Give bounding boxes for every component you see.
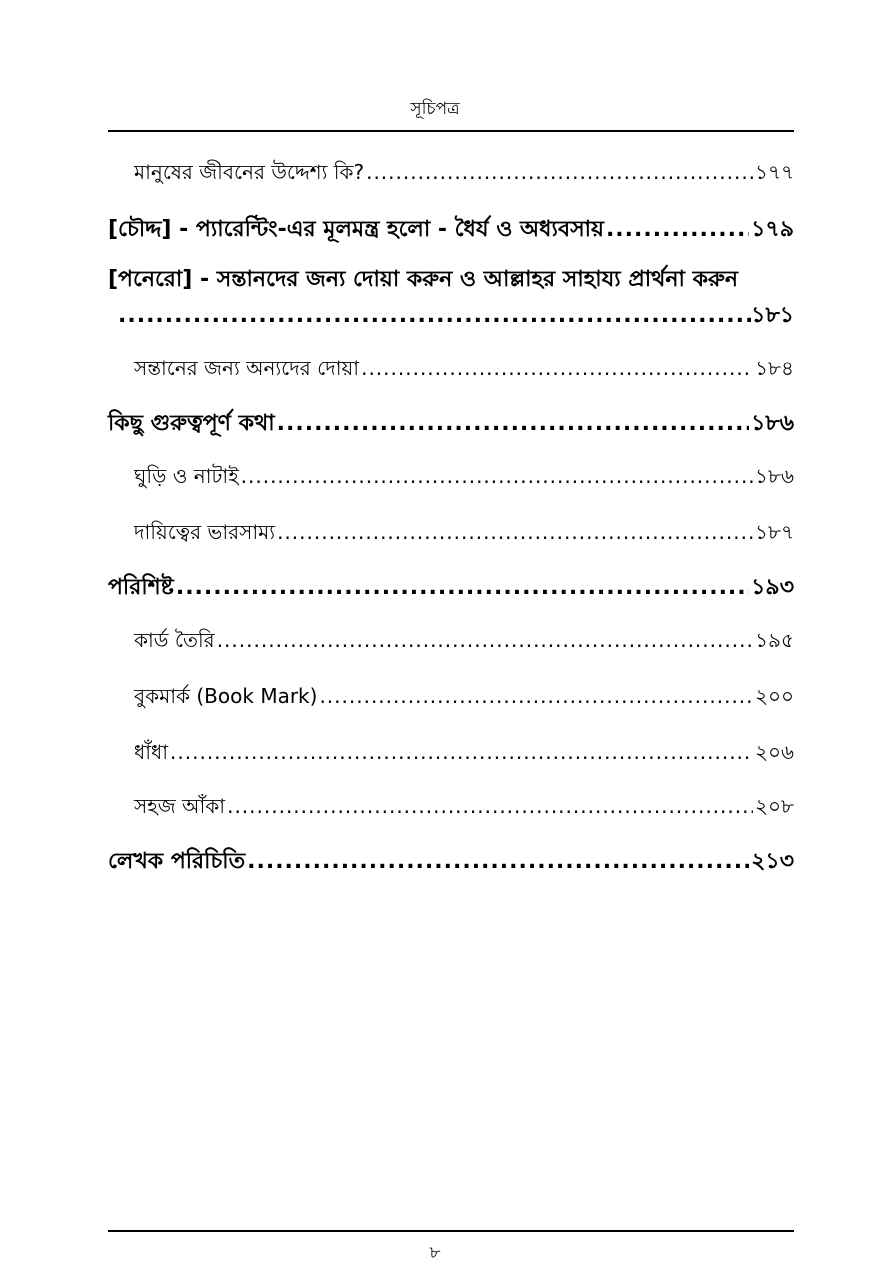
toc-entry-page: ১৯৫ bbox=[755, 628, 794, 652]
toc-entry[interactable] bbox=[134, 626, 794, 659]
toc-leader-dots bbox=[361, 356, 753, 380]
toc-entry[interactable] bbox=[108, 570, 794, 607]
page-number: ৮ bbox=[429, 1243, 441, 1263]
toc-entry[interactable] bbox=[108, 406, 794, 443]
toc-entry-page: ২০০ bbox=[754, 684, 794, 708]
toc-entry-page: ১৯৩ bbox=[751, 575, 794, 600]
toc-entry-page: ২১৩ bbox=[751, 849, 794, 874]
toc-leader-dots bbox=[170, 740, 753, 764]
toc-leader-dots bbox=[319, 684, 753, 708]
toc-entry-page: ১৮৬ bbox=[755, 464, 794, 488]
toc-entry[interactable] bbox=[134, 158, 794, 191]
toc-entry-title: কার্ড তৈরি bbox=[134, 628, 215, 652]
toc-entry-page: ১৮৭ bbox=[755, 520, 794, 544]
toc-entry[interactable] bbox=[134, 738, 794, 771]
toc-entry-page: ১৮১ bbox=[751, 303, 794, 328]
toc-entry-title: সন্তানের জন্য অন্যদের দোয়া bbox=[134, 356, 360, 380]
toc-entry[interactable] bbox=[134, 792, 794, 825]
toc-entry-title: সহজ আঁকা bbox=[134, 794, 226, 818]
toc-leader-dots bbox=[241, 464, 753, 488]
toc-leader-dots bbox=[217, 628, 753, 652]
toc-entry-title: বুকমার্ক (Book Mark) bbox=[134, 684, 318, 708]
toc-entry-page: ১৮৬ bbox=[751, 411, 794, 436]
toc-entry-title: কিছু গুরুত্বপূর্ণ কথা bbox=[108, 411, 275, 436]
toc-entry-title: পরিশিষ্ট bbox=[108, 575, 174, 600]
toc-leader-dots bbox=[176, 575, 749, 600]
page-title: সূচিপত্র bbox=[410, 99, 460, 119]
toc-leader-dots bbox=[277, 520, 753, 544]
toc-entry[interactable] bbox=[134, 354, 794, 387]
toc-leader-dots bbox=[606, 217, 749, 242]
toc-entry[interactable] bbox=[134, 462, 794, 495]
toc-entry[interactable] bbox=[134, 518, 794, 551]
toc-entry-title: লেখক পরিচিতি bbox=[108, 849, 246, 874]
toc-leader-dots bbox=[227, 794, 753, 818]
toc-entry-title: ধাঁধা bbox=[134, 740, 169, 764]
toc-entry-page: ১৭৯ bbox=[751, 217, 794, 242]
toc-leader-dots bbox=[118, 303, 751, 328]
toc-leader-dots bbox=[277, 411, 750, 436]
toc-entry-title: মানুষের জীবনের উদ্দেশ্য কি? bbox=[134, 160, 365, 184]
toc-entry-page: ১৭৭ bbox=[755, 160, 794, 184]
toc-entry-title: দায়িত্বের ভারসাম্য bbox=[134, 520, 276, 544]
toc-entry-title: ঘুড়ি ও নাটাই bbox=[134, 464, 239, 488]
toc-entry[interactable] bbox=[108, 212, 794, 249]
toc-entry-page: ২০৮ bbox=[755, 794, 794, 818]
toc-entry[interactable] bbox=[108, 844, 794, 881]
toc-entry-page: ১৮৪ bbox=[755, 356, 794, 380]
toc-entry-title: [চৌদ্দ] - প্যারেন্টিং-এর মূলমন্ত্র হলো - ধৈর্য ও অধ্যবসায় bbox=[108, 217, 604, 242]
toc-leader-dots bbox=[366, 160, 753, 184]
toc-entry-title: [পনেরো] - সন্তানদের জন্য দোয়া করুন ও আল্লাহর সাহায্য প্রার্থনা করুন bbox=[108, 267, 738, 292]
toc-entry[interactable] bbox=[134, 682, 794, 715]
toc-entry-page: ২০৬ bbox=[754, 740, 794, 764]
header-rule bbox=[108, 130, 794, 132]
toc-leader-dots bbox=[247, 849, 749, 874]
footer-rule bbox=[108, 1230, 794, 1232]
